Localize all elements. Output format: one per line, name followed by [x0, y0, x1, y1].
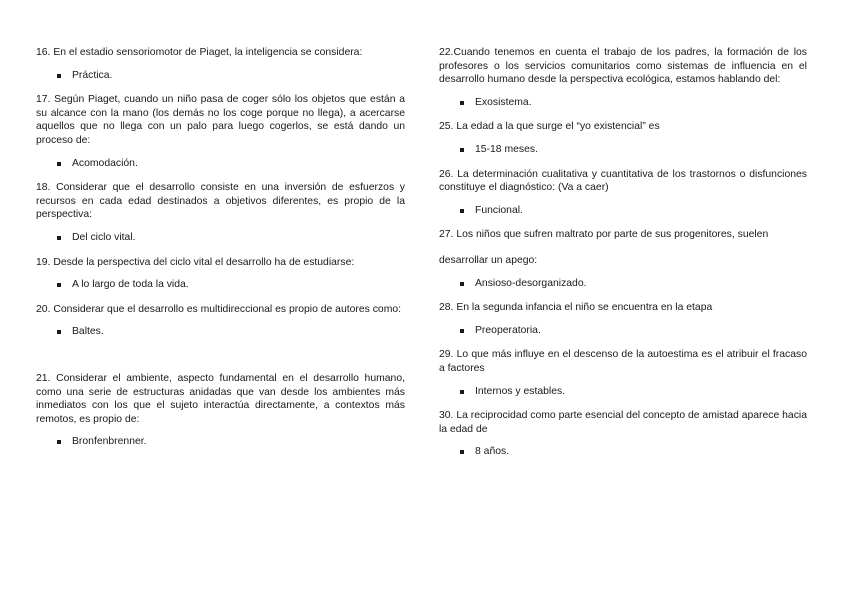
answer-30: 8 años. [439, 445, 807, 459]
answer-17: Acomodación. [36, 157, 405, 171]
answer-21: Bronfenbrenner. [36, 435, 405, 449]
question-29: 29. Lo que más influye en el descenso de la autoestima es el atribuir el fracaso a factores [439, 349, 807, 374]
answer-25: 15-18 meses. [439, 143, 807, 157]
answer-20: Baltes. [36, 325, 405, 339]
question-22: 22.Cuando tenemos en cuenta el trabajo de los padres, la formación de los profesores o los servicios comunitarios como sistemas de influencia en el desarrollo humano desde la perspectiva ecológica, estamos hablando del: [439, 47, 807, 86]
question-26: 26. La determinación cualitativa y cuantitativa de los trastornos o disfunciones constituye el diagnóstico: (Va a caer) [439, 168, 807, 194]
answer-18: Del ciclo vital. [36, 231, 405, 245]
question-21: 21. Considerar el ambiente, aspecto fundamental en el desarrollo humano, como una serie de estructuras anidadas que van desde los ambientes más inmediatos con los que el sujeto interactúa directamente, a contextos más remotos, es propio de: [36, 372, 405, 425]
answer-19: A lo largo de toda la vida. [36, 278, 405, 292]
question-16: 16. En el estadio sensoriomotor de Piaget, la inteligencia se considera: [36, 47, 363, 58]
answer-29: Internos y estables. [439, 385, 807, 399]
question-30: 30. La reciprocidad como parte esencial del concepto de amistad aparece hacia la edad de [439, 410, 807, 435]
answer-22: Exosistema. [439, 96, 807, 110]
question-25: 25. La edad a la que surge el “yo existencial” es [439, 121, 660, 133]
spacer [36, 350, 405, 372]
question-18: 18. Considerar que el desarrollo consiste en una inversión de esfuerzos y recursos en cada edad destinados a objetivos diferentes, es propio de la perspectiva: [36, 182, 405, 221]
answer-16: Práctica. [36, 69, 405, 83]
answer-28: Preoperatoria. [439, 324, 807, 338]
left-column [36, 46, 405, 460]
answer-26: Funcional. [439, 204, 807, 218]
question-27: 27. Los niños que sufren maltrato por parte de sus progenitores, suelen [439, 229, 769, 241]
question-17: 17. Según Piaget, cuando un niño pasa de coger sólo los objetos que están a su alcance con la mano (los demás no los coge porque no llega), a acercarse aquellos que no llega con un palo para luego cogerlos, se está dando un proceso de: [36, 94, 405, 146]
question-19: 19. Desde la perspectiva del ciclo vital el desarrollo ha de estudiarse: [36, 256, 355, 268]
answer-27: Ansioso-desorganizado. [439, 277, 807, 291]
question-20: 20. Considerar que el desarrollo es multidireccional es propio de autores como: [36, 303, 402, 315]
question-28: 28. En la segunda infancia el niño se encuentra en la etapa [439, 302, 713, 314]
right-column [439, 46, 807, 470]
question-27-continued: desarrollar un apego: [439, 254, 538, 266]
